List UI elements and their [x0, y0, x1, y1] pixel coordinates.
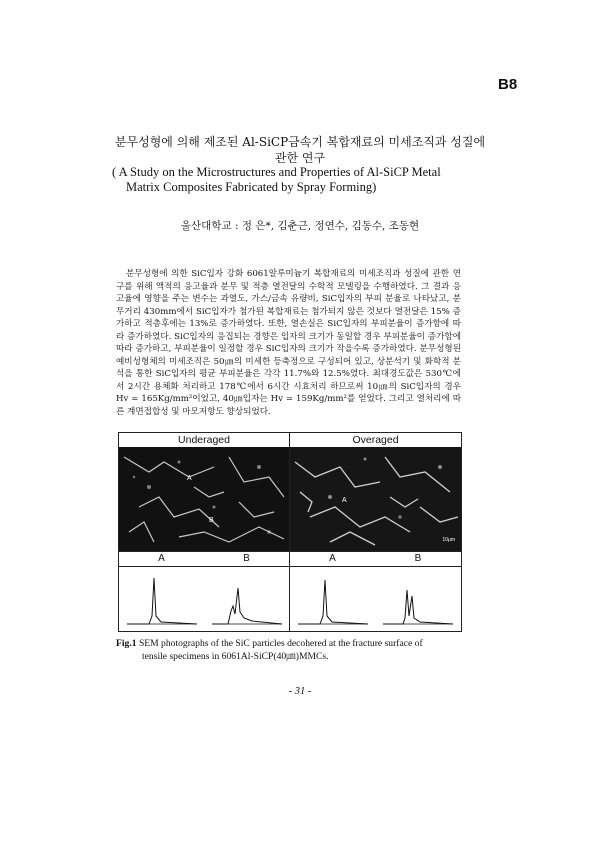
- scale-bar-label: 10μm: [442, 537, 455, 543]
- page-number: - 31 -: [288, 686, 312, 697]
- abstract: [116, 268, 461, 418]
- sem-figure: [118, 432, 462, 632]
- english-title-line2: Matrix Composites Fabricated by Spray Forming): [126, 180, 377, 194]
- eds-spectrum-4: [375, 566, 461, 630]
- panel-title-overaged: Overaged: [352, 434, 399, 446]
- spectrum-label-4: B: [375, 551, 461, 567]
- abstract-text: 분무성형에 의한 SiC입자 강화 6061알루미늄기 복합재료의 미세조직과 성질에 관한 연구를 위해 액적의 응고율과 분무 및 적층 열전달의 수학적 모델링을 수행하였다. 그 결과 응고율에 영향을 주는 변수는 과열도, 가스/금속 유량비, SiC입자의 부피 분율로 나타났고, 분무거리 430mm에서 SiC입자가 첨가된 복합재료는 첨가되지 않은 것보다 열전달은 15% 증가하고 적층후에는 13%로 증가하였다. 또한, 열손실은 SiC입자의 부피분율이 증가함에 따라 증가하였다. SiC입자의 응집되는 경향은 입자의 크기가 동일할 경우 부피분율이 증가함에 따라 증가하고, 부피분율이 일정할 경우 SiC입자의 크기가 작을수록 증가하였다. 분무성형된 예비성형체의 미세조직은 50㎛의 미세한 등축정으로 구성되어 있고, 상분석기 및 화학적 분석을 통한 SiC입자의 평균 부피분율은 각각 11.7%와 12.5%였다. 최대경도값은 530℃에서 2시간 용체화 처리하고 178℃에서 6시간 시효처리 하므로써 10㎛의 SiC입자의 경우 Hv = 165Kg/mm²이었고, 40㎛입자는 Hv = 159Kg/mm²를 얻었다. 그리고 열처리에 따른 계면접합성 및 마모저항도 향상되었다.: [116, 269, 461, 417]
- spectrum-label-1: A: [119, 551, 204, 567]
- eds-spectrum-1: [119, 566, 204, 630]
- eds-spectrum-3: [290, 566, 375, 630]
- point-a-label-overaged: A: [342, 497, 347, 504]
- panel-divider: [289, 433, 290, 631]
- point-b-label: B: [209, 517, 214, 524]
- korean-title-line1: 분무성형에 의해 제조된 Al-SiCP금속기 복합재료의 미세조직과 성질에: [114, 135, 486, 149]
- english-title: [112, 165, 512, 195]
- caption-line1: SEM photographs of the SiC particles decohered at the fracture surface of: [138, 638, 423, 649]
- sem-image-overaged: [290, 447, 461, 551]
- caption-line2: tensile specimens in 6061Al-SiCP(40㎛)MMCs.: [142, 650, 329, 662]
- figure-caption: [116, 638, 466, 663]
- page-code: B8: [498, 76, 518, 93]
- english-title-line1: ( A Study on the Microstructures and Properties of Al-SiCP Metal: [112, 165, 441, 179]
- eds-spectrum-2: [204, 566, 289, 630]
- caption-label: Fig.1: [116, 638, 137, 649]
- spectrum-label-3: A: [290, 551, 375, 567]
- panel-title-underaged: Underaged: [178, 434, 230, 446]
- spectrum-label-2: B: [204, 551, 289, 567]
- sem-image-underaged: [119, 447, 289, 551]
- authors: 울산대학교 : 정 은*, 김춘근, 정연수, 김동수, 조동현: [180, 220, 420, 232]
- korean-title: [100, 134, 500, 166]
- korean-title-line2: 관한 연구: [274, 151, 326, 165]
- point-a-label: A: [187, 475, 192, 482]
